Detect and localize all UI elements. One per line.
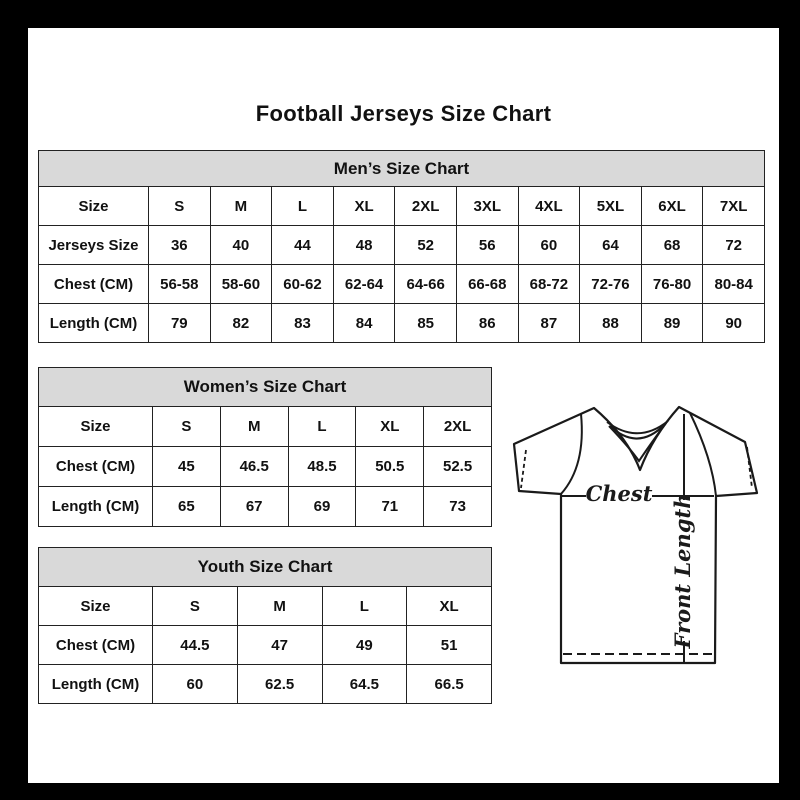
youth-size-table <box>38 547 492 704</box>
value-cell: 69 <box>288 487 356 527</box>
white-sheet <box>28 28 779 783</box>
header-cell: Chest (CM) <box>39 265 149 304</box>
value-cell: 46.5 <box>220 447 288 487</box>
value-cell: 51 <box>407 626 492 665</box>
header-cell: S <box>149 187 211 226</box>
value-cell: 67 <box>220 487 288 527</box>
header-cell: Size <box>39 587 153 626</box>
header-cell: S <box>153 407 221 447</box>
value-cell: 48.5 <box>288 447 356 487</box>
womens-size-table <box>38 367 492 527</box>
table-title: Women’s Size Chart <box>39 368 492 407</box>
table-title: Youth Size Chart <box>39 548 492 587</box>
value-cell: 80-84 <box>703 265 765 304</box>
value-cell: 52 <box>395 226 457 265</box>
header-cell: 2XL <box>424 407 492 447</box>
value-cell: 68-72 <box>518 265 580 304</box>
table-row <box>39 265 765 304</box>
table-row <box>39 447 492 487</box>
value-cell: 79 <box>149 304 211 343</box>
table-row <box>39 304 765 343</box>
jersey-diagram-svg <box>500 395 790 685</box>
header-cell: S <box>153 587 238 626</box>
mens-size-table <box>38 150 765 343</box>
value-cell: 64-66 <box>395 265 457 304</box>
header-cell: L <box>288 407 356 447</box>
value-cell: 64 <box>580 226 642 265</box>
shirt-outline <box>514 407 757 663</box>
value-cell: 89 <box>641 304 703 343</box>
header-cell: 6XL <box>641 187 703 226</box>
header-cell: XL <box>407 587 492 626</box>
table-row <box>39 487 492 527</box>
header-cell: 7XL <box>703 187 765 226</box>
header-cell: M <box>210 187 272 226</box>
table-row <box>39 626 492 665</box>
header-cell: 5XL <box>580 187 642 226</box>
value-cell: 56 <box>456 226 518 265</box>
header-cell: 4XL <box>518 187 580 226</box>
table-row <box>39 587 492 626</box>
value-cell: 87 <box>518 304 580 343</box>
chest-label: Chest <box>585 481 653 506</box>
value-cell: 71 <box>356 487 424 527</box>
value-cell: 85 <box>395 304 457 343</box>
value-cell: 52.5 <box>424 447 492 487</box>
header-cell: L <box>322 587 407 626</box>
header-cell: Length (CM) <box>39 665 153 704</box>
value-cell: 50.5 <box>356 447 424 487</box>
header-cell: M <box>237 587 322 626</box>
value-cell: 56-58 <box>149 265 211 304</box>
value-cell: 47 <box>237 626 322 665</box>
value-cell: 58-60 <box>210 265 272 304</box>
value-cell: 60 <box>518 226 580 265</box>
value-cell: 40 <box>210 226 272 265</box>
value-cell: 84 <box>333 304 395 343</box>
value-cell: 66-68 <box>456 265 518 304</box>
header-cell: M <box>220 407 288 447</box>
front-length-label: Front Length <box>670 493 695 649</box>
value-cell: 88 <box>580 304 642 343</box>
header-cell: 3XL <box>456 187 518 226</box>
value-cell: 45 <box>153 447 221 487</box>
header-cell: Length (CM) <box>39 304 149 343</box>
value-cell: 90 <box>703 304 765 343</box>
value-cell: 83 <box>272 304 334 343</box>
value-cell: 44.5 <box>153 626 238 665</box>
table-title: Men’s Size Chart <box>39 151 765 187</box>
value-cell: 64.5 <box>322 665 407 704</box>
header-cell: XL <box>333 187 395 226</box>
value-cell: 62.5 <box>237 665 322 704</box>
table-row <box>39 665 492 704</box>
value-cell: 72-76 <box>580 265 642 304</box>
value-cell: 76-80 <box>641 265 703 304</box>
table-row <box>39 226 765 265</box>
header-cell: Jerseys Size <box>39 226 149 265</box>
header-cell: Length (CM) <box>39 487 153 527</box>
header-cell: XL <box>356 407 424 447</box>
header-cell: 2XL <box>395 187 457 226</box>
value-cell: 86 <box>456 304 518 343</box>
table-row <box>39 187 765 226</box>
value-cell: 73 <box>424 487 492 527</box>
value-cell: 48 <box>333 226 395 265</box>
value-cell: 66.5 <box>407 665 492 704</box>
value-cell: 44 <box>272 226 334 265</box>
value-cell: 65 <box>153 487 221 527</box>
header-cell: Size <box>39 407 153 447</box>
page-title: Football Jerseys Size Chart <box>255 101 552 126</box>
value-cell: 62-64 <box>333 265 395 304</box>
value-cell: 72 <box>703 226 765 265</box>
value-cell: 82 <box>210 304 272 343</box>
value-cell: 36 <box>149 226 211 265</box>
header-cell: L <box>272 187 334 226</box>
value-cell: 60-62 <box>272 265 334 304</box>
header-cell: Size <box>39 187 149 226</box>
value-cell: 49 <box>322 626 407 665</box>
header-cell: Chest (CM) <box>39 447 153 487</box>
jersey-diagram <box>500 395 790 685</box>
value-cell: 68 <box>641 226 703 265</box>
value-cell: 60 <box>153 665 238 704</box>
header-cell: Chest (CM) <box>39 626 153 665</box>
table-row <box>39 407 492 447</box>
